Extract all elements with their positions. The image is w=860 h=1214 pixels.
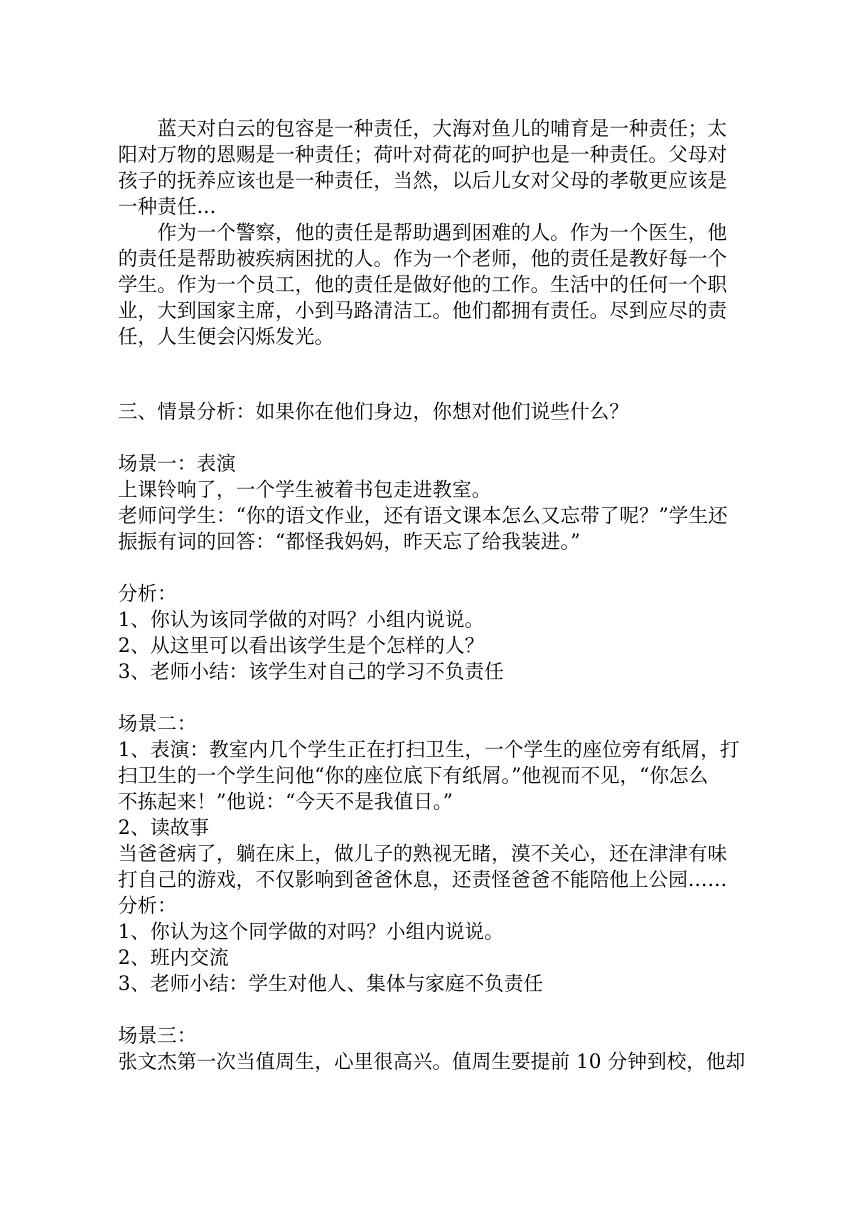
para2-line: 任，人生便会闪烁发光。 — [118, 325, 335, 348]
scene1-title: 场景一：表演 — [118, 452, 236, 475]
scene1-analysis-item: 3、老师小结：该学生对自己的学习不负责任 — [118, 660, 504, 683]
para1-line: 孩子的抚养应该也是一种责任，当然，以后儿女对父母的孝敬更应该是 — [118, 169, 728, 192]
spacer — [118, 555, 748, 581]
spacer — [118, 685, 748, 711]
scene1-analysis-item: 2、从这里可以看出该学生是个怎样的人？ — [118, 634, 485, 657]
para1-line: 蓝天对白云的包容是一种责任，大海对鱼儿的哺育是一种责任；太 — [118, 117, 728, 140]
scene2-line: 打自己的游戏，不仅影响到爸爸休息，还责怪爸爸不能陪他上公园…… — [118, 868, 728, 891]
scene2-analysis-item: 1、你认为这个同学做的对吗？小组内说说。 — [118, 920, 504, 943]
spacer — [118, 997, 748, 1023]
para2-line: 作为一个警察，他的责任是帮助遇到困难的人。作为一个医生，他 — [118, 221, 728, 244]
para1-line: 一种责任… — [118, 195, 217, 218]
scene2-analysis-item: 2、班内交流 — [118, 946, 229, 969]
scene1-analysis-item: 1、你认为该同学做的对吗？小组内说说。 — [118, 608, 485, 631]
para2-line: 业，大到国家主席，小到马路清洁工。他们都拥有责任。尽到应尽的责 — [118, 299, 728, 322]
scene2-analysis-item: 3、老师小结：学生对他人、集体与家庭不负责任 — [118, 972, 544, 995]
section-title: 三、情景分析：如果你在他们身边，你想对他们说些什么？ — [118, 400, 629, 423]
spacer — [118, 425, 748, 451]
scene2-line: 不拣起来！”他说：“今天不是我值日。” — [118, 790, 454, 813]
scene1-line: 振振有词的回答：“都怪我妈妈，昨天忘了给我装进。” — [118, 530, 581, 553]
scene2-title: 场景二： — [118, 712, 197, 735]
scene2-line: 扫卫生的一个学生问他“你的座位底下有纸屑。”他视而不见，“你怎么 — [118, 764, 709, 787]
scene2-analysis-label: 分析： — [118, 894, 177, 917]
spacer — [118, 350, 748, 399]
para1-line: 阳对万物的恩赐是一种责任；荷叶对荷花的呵护也是一种责任。父母对 — [118, 143, 728, 166]
scene3-line: 张文杰第一次当值周生，心里很高兴。值周生要提前 10 分钟到校，他却 — [118, 1050, 746, 1073]
scene2-line: 当爸爸病了，躺在床上，做儿子的熟视无睹，漠不关心，还在津津有味 — [118, 842, 728, 865]
scene2-line: 1、表演：教室内几个学生正在打扫卫生，一个学生的座位旁有纸屑，打 — [118, 738, 740, 761]
scene2-line: 2、读故事 — [118, 816, 210, 839]
scene1-line: 上课铃响了，一个学生被着书包走进教室。 — [118, 478, 492, 501]
scene1-analysis-label: 分析： — [118, 582, 177, 605]
para2-line: 的责任是帮助被疾病困扰的人。作为一个老师，他的责任是教好每一个 — [118, 247, 728, 270]
para2-line: 学生。作为一个员工，他的责任是做好他的工作。生活中的任何一个职 — [118, 273, 728, 296]
scene1-line: 老师问学生：“你的语文作业，还有语文课本怎么又忘带了呢？”学生还 — [118, 504, 728, 527]
document-page — [118, 116, 748, 1075]
scene3-title: 场景三： — [118, 1024, 197, 1047]
